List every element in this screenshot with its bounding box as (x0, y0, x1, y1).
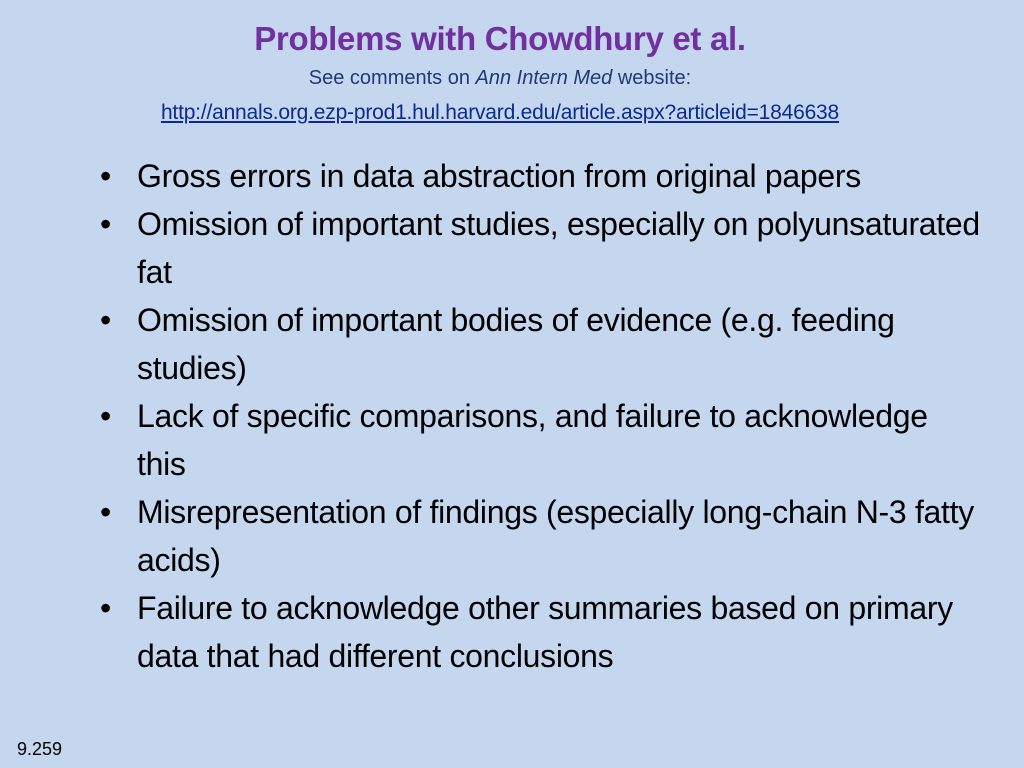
bullet-icon: • (100, 398, 111, 434)
page-number: 9.259 (17, 739, 63, 759)
article-link-container (0, 99, 1000, 127)
bullet-text: Omission of important bodies of evidence (e.g. feeding studies) (137, 302, 895, 386)
subtitle-suffix: website: (612, 67, 692, 89)
journal-name: Ann Intern Med (475, 67, 613, 89)
bullet-icon: • (100, 590, 111, 626)
bullet-item (100, 392, 980, 488)
bullet-icon: • (100, 158, 111, 194)
bullet-icon: • (100, 302, 111, 338)
bullet-text: Lack of specific comparisons, and failure to acknowledge this (137, 398, 928, 482)
bullet-text: Gross errors in data abstraction from original papers (137, 158, 861, 194)
bullet-item (100, 296, 980, 392)
bullet-list (100, 152, 980, 680)
subtitle (0, 64, 1000, 92)
bullet-text: Failure to acknowledge other summaries based on primary data that had different conclusions (137, 590, 953, 674)
bullet-text: Omission of important studies, especially on polyunsaturated fat (137, 206, 980, 290)
slide-title: Problems with Chowdhury et al. (254, 20, 746, 57)
bullet-item (100, 488, 980, 584)
bullet-text: Misrepresentation of findings (especially long-chain N-3 fatty acids) (137, 494, 974, 578)
bullet-icon: • (100, 494, 111, 530)
subtitle-prefix: See comments on (308, 67, 476, 89)
bullet-item (100, 152, 980, 200)
bullet-item (100, 584, 980, 680)
bullet-icon: • (100, 206, 111, 242)
article-link[interactable]: http://annals.org.ezp-prod1.hul.harvard.edu/article.aspx?articleid=1846638 (160, 101, 840, 124)
bullet-item (100, 200, 980, 296)
